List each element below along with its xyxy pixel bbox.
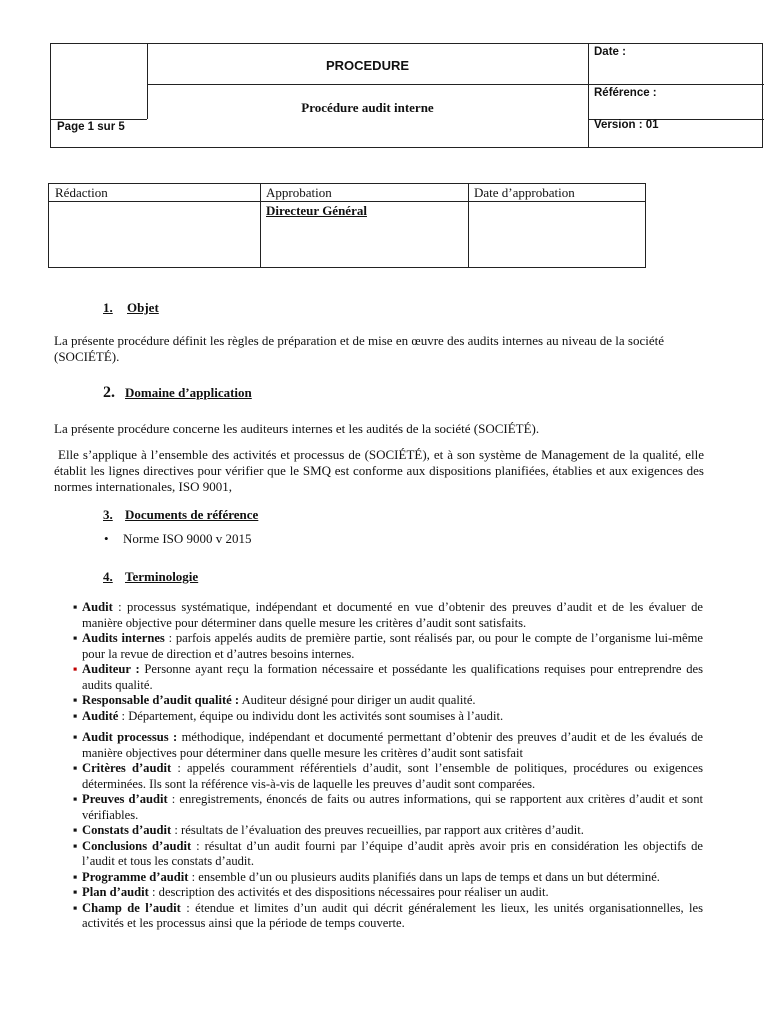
bullet-icon: ▪ — [73, 600, 78, 614]
bullet-icon: • — [104, 531, 109, 546]
term-label: Plan d’audit — [82, 885, 149, 899]
procedure-title: Procédure audit interne — [301, 100, 434, 115]
term-label: Critères d’audit — [82, 761, 172, 775]
section-1-heading — [103, 300, 159, 316]
terminology-list-2 — [73, 730, 703, 932]
bullet-icon: ▪ — [73, 885, 78, 899]
term-separator: : — [167, 792, 180, 806]
date-label: Date : — [594, 46, 626, 58]
term-item — [73, 761, 703, 792]
term-definition: enregistrements, énoncés de faits ou autres informations, qui se rapportent aux critères d’audit et sont vérifiables. — [82, 792, 704, 822]
term-item — [73, 662, 703, 693]
term-definition: Auditeur désigné pour diriger un audit qualité. — [241, 693, 476, 707]
section-4-heading — [103, 569, 198, 585]
term-definition: ensemble d’un ou plusieurs audits planifiés dans un laps de temps et dans un but déterminé. — [198, 869, 660, 884]
term-separator: : — [118, 708, 129, 723]
version-label: Version : 01 — [594, 119, 659, 131]
procedure-label: PROCEDURE — [325, 58, 410, 73]
bullet-icon: ▪ — [73, 761, 78, 775]
term-item — [73, 709, 703, 725]
section-title: Domaine d’application — [125, 385, 252, 400]
term-definition: parfois appelés audits de première partie, sont réalisés par, ou pour le compte de l’organisme lui-même pour la revue de direction et d’autres besoins internes. — [82, 631, 704, 661]
bullet-icon: ▪ — [73, 900, 78, 915]
terminology-list-1 — [73, 600, 703, 724]
term-label: Audit — [82, 600, 113, 614]
term-item — [73, 730, 703, 761]
reference-label: Référence : — [594, 87, 657, 99]
section-2-paragraph-2: Elle s’applique à l’ensemble des activités et processus de (SOCIÉTÉ), et à son système de Management de la qualité, elle établit les lignes directives pour vérifier que le SMQ est conforme aux dispositions planifiées, établies et aux exigences des normes internationales, ISO 9001, — [54, 447, 704, 494]
term-definition: Département, équipe ou individu dont les activités sont soumises à l’audit. — [128, 708, 504, 723]
approval-table — [48, 183, 646, 268]
term-item — [73, 600, 703, 631]
term-label: Constats d’audit — [82, 823, 172, 837]
bullet-icon: ▪ — [73, 708, 78, 723]
term-definition: résultat d’un audit fourni par l’équipe d’audit après avoir pris en considération les objectifs de l’audit et tous les constats d’audit. — [82, 838, 704, 868]
term-separator: : — [188, 869, 199, 884]
bullet-icon: ▪ — [73, 631, 78, 645]
section-number: 3. — [103, 507, 113, 522]
term-separator: : — [112, 600, 128, 614]
term-item — [73, 901, 703, 932]
term-label: Audit processus : — [82, 730, 178, 744]
section-title: Documents de référence — [125, 507, 259, 522]
term-label: Auditeur : — [82, 662, 140, 676]
term-definition: appelés couramment référentiels d’audit, sont l’ensemble de politiques, procédures ou exigences déterminées. Ils sont la référence vis-à-vis de laquelle les preuves d’audit sont comparées. — [82, 761, 704, 791]
section-number: 2. — [103, 384, 115, 401]
bullet-icon: ▪ — [73, 869, 78, 884]
term-separator: : — [171, 823, 182, 837]
term-item — [73, 839, 703, 870]
column-redaction: Rédaction — [55, 185, 108, 200]
term-separator: : — [148, 885, 159, 899]
term-label: Champ de l’audit — [82, 900, 181, 915]
term-label: Audits internes — [82, 631, 165, 645]
section-title: Objet — [127, 300, 159, 315]
bullet-icon: ▪ — [73, 792, 78, 806]
term-label: Audité — [82, 708, 119, 723]
term-label: Conclusions d’audit — [82, 838, 192, 853]
section-3-heading — [103, 507, 258, 523]
header-table — [50, 43, 763, 148]
term-label: Preuves d’audit — [82, 792, 168, 806]
term-separator: : — [164, 631, 176, 645]
term-item — [73, 631, 703, 662]
bullet-icon: ▪ — [73, 693, 78, 707]
term-definition: étendue et limites d’un audit qui décrit généralement les lieux, les unités organisationnelles, les activités et les processus ainsi que la période de temps couverte. — [82, 900, 704, 930]
bullet-icon: ▪ — [73, 662, 78, 676]
term-label: Programme d’audit — [82, 869, 189, 884]
bullet-icon: ▪ — [73, 823, 78, 837]
column-date-approbation: Date d’approbation — [474, 185, 575, 200]
term-definition: Personne ayant reçu la formation nécessaire et possédante les qualifications requises pour entreprendre des audits qualité. — [82, 662, 704, 692]
term-item — [73, 885, 703, 901]
term-definition: description des activités et des dispositions nécessaires pour réaliser un audit. — [158, 885, 549, 899]
reference-list-item — [104, 531, 252, 547]
term-separator: : — [191, 838, 205, 853]
page-number: Page 1 sur 5 — [57, 121, 125, 133]
bullet-icon: ▪ — [73, 730, 78, 744]
column-approbation: Approbation — [266, 185, 332, 200]
term-item — [73, 823, 703, 839]
section-2-heading — [103, 384, 252, 402]
section-number: 1. — [103, 300, 113, 315]
section-title: Terminologie — [125, 569, 199, 584]
term-item — [73, 693, 703, 709]
approver-name: Directeur Général — [266, 203, 367, 218]
term-separator: : — [171, 761, 187, 775]
reference-item-text: Norme ISO 9000 v 2015 — [123, 531, 252, 546]
term-definition: méthodique, indépendant et documenté permettant d’obtenir des preuves d’audit et de les évalués de manière objectives pour déterminer dans quelle mesure les critères d’audit sont satisfait — [82, 730, 703, 760]
section-number: 4. — [103, 569, 113, 584]
term-label: Responsable d’audit qualité : — [82, 693, 240, 707]
term-definition: résultats de l’évaluation des preuves recueillies, par rapport aux critères d’audit. — [181, 823, 584, 837]
term-separator: : — [180, 900, 196, 915]
term-item — [73, 792, 703, 823]
section-1-paragraph: La présente procédure définit les règles de préparation et de mise en œuvre des audits internes au niveau de la société (SOCIÉTÉ). — [54, 333, 665, 364]
bullet-icon: ▪ — [73, 838, 78, 853]
term-item — [73, 870, 703, 886]
term-definition: processus systématique, indépendant et documenté en vue d’obtenir des preuves d’audit et de les évaluer de manière objective pour déterminer dans quelle mesure les critères d’audit sont satisfaits. — [82, 600, 704, 630]
section-2-paragraph-1: La présente procédure concerne les auditeurs internes et les audités de la société (SOCIÉTÉ). — [54, 421, 540, 436]
